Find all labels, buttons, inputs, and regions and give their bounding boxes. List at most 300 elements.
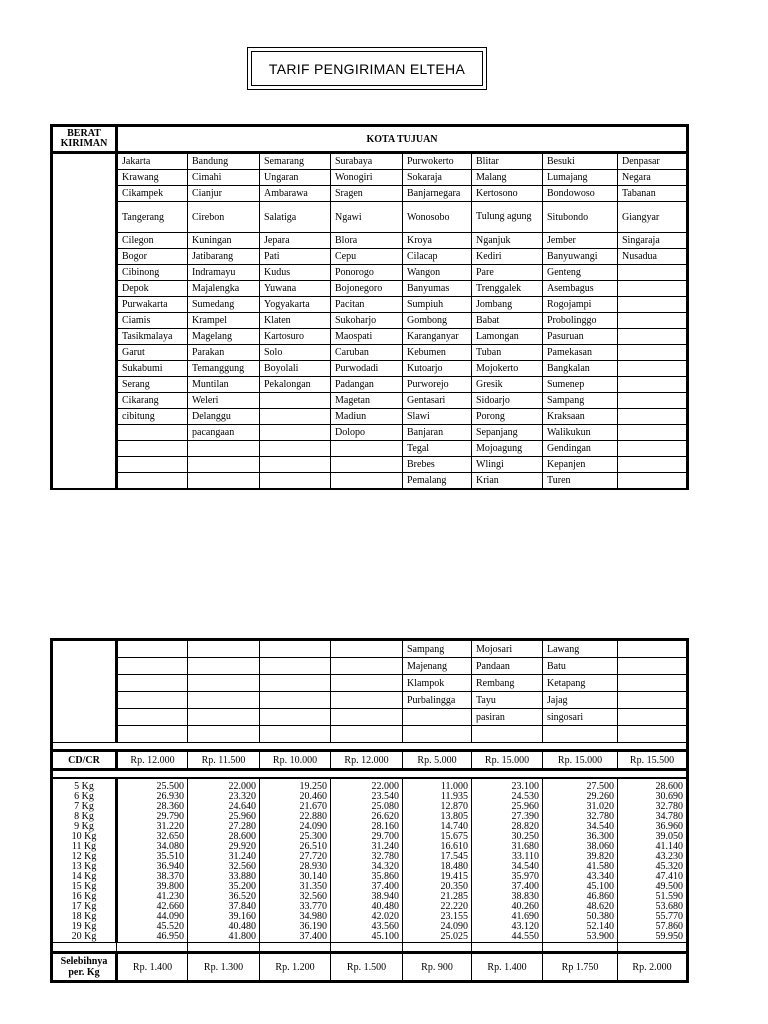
spacer-cell [188, 943, 260, 953]
weight-label: 19 Kg [52, 922, 117, 932]
city-cell [260, 726, 331, 743]
rate-value: 41.140 [618, 842, 688, 852]
city-cell: Kraksaan [543, 409, 618, 425]
rate-value: 43.120 [472, 922, 543, 932]
rate-value: 23.100 [472, 778, 543, 792]
rate-row [52, 912, 688, 922]
city-cell [331, 640, 403, 658]
rate-value: 30.140 [260, 872, 331, 882]
rate-value: 23.540 [331, 792, 403, 802]
rate-value: 42.020 [331, 912, 403, 922]
rate-value: 32.560 [188, 862, 260, 872]
rate-value: 34.320 [331, 862, 403, 872]
city-cell: Ambarawa [260, 186, 331, 202]
city-cell: Magelang [188, 329, 260, 345]
city-cell [331, 726, 403, 743]
city-cell [331, 473, 403, 490]
rate-value: 42.660 [117, 902, 188, 912]
weight-label: 9 Kg [52, 822, 117, 832]
berat-blank-cell [52, 640, 117, 743]
rate-row [52, 902, 688, 912]
city-cell [618, 709, 688, 726]
city-cell [188, 658, 260, 675]
city-cell: Kediri [472, 249, 543, 265]
city-cell [117, 640, 188, 658]
city-cell: Wlingi [472, 457, 543, 473]
city-cell [618, 457, 688, 473]
city-cell: Purworejo [403, 377, 472, 393]
rate-value: 48.620 [543, 902, 618, 912]
city-cell: Malang [472, 170, 543, 186]
rate-value: 46.860 [543, 892, 618, 902]
rate-value: 22.000 [331, 778, 403, 792]
rate-value: 45.100 [543, 882, 618, 892]
rate-value: 34.780 [618, 812, 688, 822]
city-cell [618, 345, 688, 361]
rate-value: 27.720 [260, 852, 331, 862]
city-cell: Cibinong [117, 265, 188, 281]
city-cell [618, 297, 688, 313]
city-cell: Pati [260, 249, 331, 265]
city-cell: Ungaran [260, 170, 331, 186]
rate-value: 52.140 [543, 922, 618, 932]
rate-value: 31.240 [331, 842, 403, 852]
city-cell: Mojosari [472, 640, 543, 658]
rate-value: 20.350 [403, 882, 472, 892]
city-cell: Ponorogo [331, 265, 403, 281]
city-row [52, 345, 688, 361]
rate-row [52, 862, 688, 872]
rate-value: 29.260 [543, 792, 618, 802]
rate-value: 32.560 [260, 892, 331, 902]
rate-value: 49.500 [618, 882, 688, 892]
city-cell [117, 726, 188, 743]
rate-value: 11.935 [403, 792, 472, 802]
city-cell: Serang [117, 377, 188, 393]
rate-row [52, 822, 688, 832]
city-cell: Jajag [543, 692, 618, 709]
city-cell: Singaraja [618, 233, 688, 249]
city-cell: Sepanjang [472, 425, 543, 441]
city-cell: Yogyakarta [260, 297, 331, 313]
city-cell: Tabanan [618, 186, 688, 202]
rate-value: 59.950 [618, 932, 688, 943]
city-cell: Jepara [260, 233, 331, 249]
city-cell: Rogojampi [543, 297, 618, 313]
city-cell [331, 457, 403, 473]
city-row [52, 153, 688, 170]
city-cell: pacangaan [188, 425, 260, 441]
city-cell [618, 329, 688, 345]
rate-value: 19.415 [403, 872, 472, 882]
city-cell: Tuban [472, 345, 543, 361]
rate-value: 36.940 [117, 862, 188, 872]
city-cell: Jember [543, 233, 618, 249]
rate-value: 27.500 [543, 778, 618, 792]
rate-value: 37.840 [188, 902, 260, 912]
city-cell: Purbalingga [403, 692, 472, 709]
cdcr-price: Rp. 11.500 [188, 751, 260, 770]
city-cell [117, 709, 188, 726]
city-cell: cibitung [117, 409, 188, 425]
city-cell: Mojokerto [472, 361, 543, 377]
rate-value: 44.550 [472, 932, 543, 943]
spacer-cell [52, 770, 117, 779]
weight-label: 20 Kg [52, 932, 117, 943]
rate-value: 32.780 [618, 802, 688, 812]
rate-value: 25.080 [331, 802, 403, 812]
city-cell [260, 409, 331, 425]
spacer-cell [403, 743, 472, 751]
spacer-cell [52, 743, 117, 751]
city-cell [331, 692, 403, 709]
cdcr-row [52, 751, 688, 770]
city-cell: Lamongan [472, 329, 543, 345]
rate-value: 35.860 [331, 872, 403, 882]
rate-value: 18.480 [403, 862, 472, 872]
city-cell: Nganjuk [472, 233, 543, 249]
rate-value: 15.675 [403, 832, 472, 842]
city-cell: Delanggu [188, 409, 260, 425]
rate-value: 29.700 [331, 832, 403, 842]
rate-value: 35.970 [472, 872, 543, 882]
city-cell: Jombang [472, 297, 543, 313]
city-cell [117, 473, 188, 490]
city-cell [260, 658, 331, 675]
city-cell: Krian [472, 473, 543, 490]
city-cell [618, 409, 688, 425]
city-cell: Ciamis [117, 313, 188, 329]
rate-value: 25.960 [472, 802, 543, 812]
city-cell: Situbondo [543, 202, 618, 233]
city-cell: Ngawi [331, 202, 403, 233]
city-cell [260, 441, 331, 457]
rate-value: 57.860 [618, 922, 688, 932]
rate-value: 38.370 [117, 872, 188, 882]
rate-value: 41.580 [543, 862, 618, 872]
berat-blank-cell [52, 153, 117, 490]
cdcr-price: Rp. 15.500 [618, 751, 688, 770]
city-cell: Bondowoso [543, 186, 618, 202]
destination-table [50, 124, 689, 490]
spacer-cell [618, 943, 688, 953]
spacer-cell [472, 770, 543, 779]
city-row [52, 186, 688, 202]
city-cell [331, 675, 403, 692]
weight-label: 5 Kg [52, 778, 117, 792]
rate-row [52, 882, 688, 892]
selebihnya-price: Rp. 1.400 [472, 953, 543, 982]
berat-kiriman-header [52, 126, 117, 153]
rate-value: 31.220 [117, 822, 188, 832]
city-cell: Nusadua [618, 249, 688, 265]
city-cell: Boyolali [260, 361, 331, 377]
rate-value: 23.320 [188, 792, 260, 802]
rate-value: 24.090 [260, 822, 331, 832]
rate-value: 50.380 [543, 912, 618, 922]
city-cell [260, 692, 331, 709]
city-cell [331, 441, 403, 457]
city-cell: Bangkalan [543, 361, 618, 377]
spacer-cell [472, 943, 543, 953]
city-cell: Kutoarjo [403, 361, 472, 377]
rate-value: 45.100 [331, 932, 403, 943]
city-cell [117, 457, 188, 473]
city-row [52, 233, 688, 249]
city-cell: Pekalongan [260, 377, 331, 393]
city-row [52, 361, 688, 377]
city-cell: Sidoarjo [472, 393, 543, 409]
city-cell [117, 675, 188, 692]
rate-value: 47.410 [618, 872, 688, 882]
city-row [52, 640, 688, 658]
rate-row [52, 832, 688, 842]
cdcr-label: CD/CR [52, 751, 117, 770]
weight-label: 7 Kg [52, 802, 117, 812]
city-cell: Tegal [403, 441, 472, 457]
rate-value: 28.600 [188, 832, 260, 842]
city-cell [618, 281, 688, 297]
cdcr-price: Rp. 10.000 [260, 751, 331, 770]
city-cell: Negara [618, 170, 688, 186]
city-cell [260, 709, 331, 726]
city-cell [260, 393, 331, 409]
rate-value: 36.960 [618, 822, 688, 832]
city-cell: Padangan [331, 377, 403, 393]
city-cell [618, 473, 688, 490]
city-cell: Wonosobo [403, 202, 472, 233]
rate-value: 26.510 [260, 842, 331, 852]
spacer-row [52, 770, 688, 779]
city-cell [117, 441, 188, 457]
city-cell [188, 441, 260, 457]
city-cell [188, 726, 260, 743]
city-cell: singosari [543, 709, 618, 726]
city-cell: Sumedang [188, 297, 260, 313]
selebihnya-price: Rp. 900 [403, 953, 472, 982]
rate-value: 28.360 [117, 802, 188, 812]
city-cell [188, 640, 260, 658]
cdcr-price: Rp. 12.000 [331, 751, 403, 770]
city-cell: Dolopo [331, 425, 403, 441]
weight-label: 12 Kg [52, 852, 117, 862]
city-cell: Kertosono [472, 186, 543, 202]
city-cell: Krawang [117, 170, 188, 186]
city-row [52, 425, 688, 441]
city-cell: Maospati [331, 329, 403, 345]
city-cell: Cilegon [117, 233, 188, 249]
rate-row [52, 922, 688, 932]
city-cell: Banyumas [403, 281, 472, 297]
city-cell: Bandung [188, 153, 260, 170]
city-cell: Banjaran [403, 425, 472, 441]
page-title: TARIF PENGIRIMAN ELTEHA [251, 51, 483, 86]
city-cell [117, 425, 188, 441]
city-cell: Madiun [331, 409, 403, 425]
rate-value: 38.830 [472, 892, 543, 902]
city-cell: Gentasari [403, 393, 472, 409]
city-cell: Ketapang [543, 675, 618, 692]
city-cell: Cikampek [117, 186, 188, 202]
city-cell: Cepu [331, 249, 403, 265]
rate-value: 31.020 [543, 802, 618, 812]
rate-value: 51.590 [618, 892, 688, 902]
city-cell: Babat [472, 313, 543, 329]
city-cell: Cikarang [117, 393, 188, 409]
rate-value: 19.250 [260, 778, 331, 792]
city-cell: Pare [472, 265, 543, 281]
city-cell [618, 658, 688, 675]
spacer-cell [188, 743, 260, 751]
city-cell: Gendingan [543, 441, 618, 457]
city-cell: Genteng [543, 265, 618, 281]
city-row [52, 441, 688, 457]
rate-value: 26.620 [331, 812, 403, 822]
city-cell: Temanggung [188, 361, 260, 377]
rate-value: 25.500 [117, 778, 188, 792]
rate-row [52, 842, 688, 852]
city-cell: Gombong [403, 313, 472, 329]
city-cell: Cimahi [188, 170, 260, 186]
city-cell: Asembagus [543, 281, 618, 297]
city-cell [618, 675, 688, 692]
rate-row [52, 892, 688, 902]
cdcr-price: Rp. 15.000 [472, 751, 543, 770]
city-cell: Kepanjen [543, 457, 618, 473]
city-cell: Jakarta [117, 153, 188, 170]
spacer-cell [543, 943, 618, 953]
city-row [52, 265, 688, 281]
spacer-cell [472, 743, 543, 751]
rate-value: 37.400 [472, 882, 543, 892]
city-cell [117, 692, 188, 709]
rate-value: 41.690 [472, 912, 543, 922]
city-cell: Cilacap [403, 249, 472, 265]
rate-value: 16.610 [403, 842, 472, 852]
rate-value: 30.690 [618, 792, 688, 802]
city-row [52, 409, 688, 425]
city-row [52, 377, 688, 393]
spacer-cell [52, 943, 117, 953]
rate-value: 17.545 [403, 852, 472, 862]
rate-row [52, 792, 688, 802]
city-cell [618, 393, 688, 409]
city-cell: Surabaya [331, 153, 403, 170]
city-cell [260, 675, 331, 692]
selebihnya-label-line2: per. Kg [68, 967, 100, 978]
city-cell: Klaten [260, 313, 331, 329]
rate-value: 32.650 [117, 832, 188, 842]
rate-value: 36.300 [543, 832, 618, 842]
rate-row [52, 778, 688, 792]
spacer-cell [618, 770, 688, 779]
rate-value: 37.400 [260, 932, 331, 943]
rate-value: 39.820 [543, 852, 618, 862]
rate-value: 44.090 [117, 912, 188, 922]
city-cell: Muntilan [188, 377, 260, 393]
city-cell [618, 265, 688, 281]
rate-value: 32.780 [331, 852, 403, 862]
city-cell: Sukabumi [117, 361, 188, 377]
rate-row [52, 812, 688, 822]
city-cell [188, 473, 260, 490]
rate-value: 31.240 [188, 852, 260, 862]
selebihnya-price: Rp. 1.300 [188, 953, 260, 982]
rate-value: 36.520 [188, 892, 260, 902]
city-cell: Purwodadi [331, 361, 403, 377]
rate-value: 30.250 [472, 832, 543, 842]
rate-value: 45.320 [618, 862, 688, 872]
city-cell [543, 726, 618, 743]
city-row [52, 297, 688, 313]
cdcr-price: Rp. 5.000 [403, 751, 472, 770]
rate-value: 53.680 [618, 902, 688, 912]
city-cell [331, 709, 403, 726]
rate-value: 39.160 [188, 912, 260, 922]
city-cell: Sampang [403, 640, 472, 658]
city-cell [618, 425, 688, 441]
rate-value: 35.200 [188, 882, 260, 892]
city-cell: Krampel [188, 313, 260, 329]
city-cell: Weleri [188, 393, 260, 409]
city-cell [117, 658, 188, 675]
rate-value: 36.190 [260, 922, 331, 932]
rate-value: 55.770 [618, 912, 688, 922]
city-cell: Magetan [331, 393, 403, 409]
rate-value: 41.230 [117, 892, 188, 902]
berat-header-line1: BERAT [67, 128, 101, 139]
rate-value: 29.790 [117, 812, 188, 822]
rate-value: 33.110 [472, 852, 543, 862]
spacer-cell [543, 743, 618, 751]
rate-value: 23.155 [403, 912, 472, 922]
city-cell: Yuwana [260, 281, 331, 297]
rate-value: 21.285 [403, 892, 472, 902]
city-cell: Tulung agung [472, 202, 543, 233]
rate-value: 43.230 [618, 852, 688, 862]
berat-header-line2: KIRIMAN [60, 138, 108, 149]
city-cell [260, 640, 331, 658]
selebihnya-price: Rp 1.750 [543, 953, 618, 982]
rate-value: 41.800 [188, 932, 260, 943]
spacer-row [52, 943, 688, 953]
city-cell: Turen [543, 473, 618, 490]
rate-value: 34.540 [472, 862, 543, 872]
city-cell: Purwakarta [117, 297, 188, 313]
city-cell: Giangyar [618, 202, 688, 233]
spacer-cell [618, 743, 688, 751]
city-cell [403, 726, 472, 743]
city-cell: Wangon [403, 265, 472, 281]
cdcr-price: Rp. 15.000 [543, 751, 618, 770]
rate-value: 34.540 [543, 822, 618, 832]
city-cell: Cirebon [188, 202, 260, 233]
rate-value: 38.940 [331, 892, 403, 902]
city-cell: Besuki [543, 153, 618, 170]
selebihnya-price: Rp. 1.200 [260, 953, 331, 982]
rate-value: 24.530 [472, 792, 543, 802]
city-cell: Salatiga [260, 202, 331, 233]
weight-label: 6 Kg [52, 792, 117, 802]
rate-value: 28.930 [260, 862, 331, 872]
rate-value: 14.740 [403, 822, 472, 832]
selebihnya-row [52, 953, 688, 982]
rate-value: 45.520 [117, 922, 188, 932]
city-cell: Solo [260, 345, 331, 361]
city-cell [188, 675, 260, 692]
rate-row [52, 852, 688, 862]
rate-value: 28.160 [331, 822, 403, 832]
